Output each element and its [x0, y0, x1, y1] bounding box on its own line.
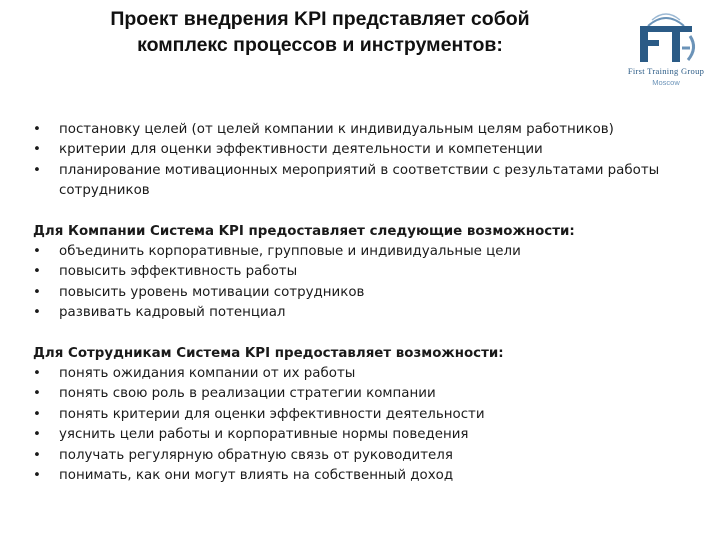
bullet-icon: • [33, 447, 41, 463]
list-item-text: получать регулярную обратную связь от руководителя [59, 447, 453, 463]
list-item-text: понять свою роль в реализации стратегии компании [59, 386, 436, 402]
list-item [33, 262, 693, 282]
list-item-text: постановку целей (от целей компании к индивидуальным целям работников) [59, 122, 614, 137]
list-item [33, 283, 693, 303]
list-item-text: понять ожидания компании от их работы [59, 366, 356, 382]
list-item-text: уяснить цели работы и корпоративные нормы поведения [59, 427, 469, 443]
spacer [33, 202, 693, 222]
slide-body [33, 120, 693, 487]
list-item [33, 120, 693, 140]
list-item-text: развивать кадровый потенциал [59, 305, 286, 321]
intro-list [33, 120, 693, 202]
bullet-icon: • [33, 406, 41, 422]
bullet-icon: • [33, 244, 41, 260]
slide-title-line-1: Проект внедрения KPI представляет собой [110, 8, 530, 30]
slide-title-line-2: комплекс процессов и инструментов: [137, 34, 503, 56]
logo-brand-text: First Training Group [627, 66, 705, 76]
bullet-icon: • [33, 162, 41, 178]
list-item-text: планирование мотивационных мероприятий в соответствии с результатами работы сотрудников [59, 162, 660, 199]
employee-section-heading: Для Сотрудникам Система KPI предоставляет возможности: [33, 345, 504, 361]
list-item-text: повысить уровень мотивации сотрудников [59, 284, 365, 300]
slide-title [60, 6, 580, 58]
list-item [33, 242, 693, 262]
list-item [33, 303, 693, 323]
list-item [33, 364, 693, 384]
list-item [33, 446, 693, 466]
bullet-icon: • [33, 386, 41, 402]
list-item-text: повысить эффективность работы [59, 264, 298, 280]
list-item [33, 425, 693, 445]
bullet-icon: • [33, 122, 41, 137]
logo-city-text: Moscow [652, 78, 680, 87]
list-item-text: понять критерии для оценки эффективности деятельности [59, 406, 485, 422]
list-item [33, 140, 693, 160]
bullet-icon: • [33, 366, 41, 382]
employee-benefits-list [33, 364, 693, 486]
bullet-icon: • [33, 468, 41, 484]
bullet-icon: • [33, 427, 41, 443]
list-item [33, 161, 693, 202]
list-item [33, 466, 693, 486]
list-item [33, 384, 693, 404]
ftg-logo-icon [618, 8, 714, 66]
list-item-text: объединить корпоративные, групповые и индивидуальные цели [59, 244, 521, 260]
list-item-text: понимать, как они могут влиять на собственный доход [59, 468, 454, 484]
company-benefits-list [33, 242, 693, 324]
company-section-heading: Для Компании Система KPI предоставляет следующие возможности: [33, 223, 575, 239]
list-item [33, 405, 693, 425]
list-item-text: критерии для оценки эффективности деятельности и компетенции [59, 142, 543, 158]
bullet-icon: • [33, 264, 41, 280]
spacer [33, 324, 693, 344]
company-logo [618, 8, 714, 90]
bullet-icon: • [33, 305, 41, 321]
bullet-icon: • [33, 284, 41, 300]
bullet-icon: • [33, 142, 41, 158]
